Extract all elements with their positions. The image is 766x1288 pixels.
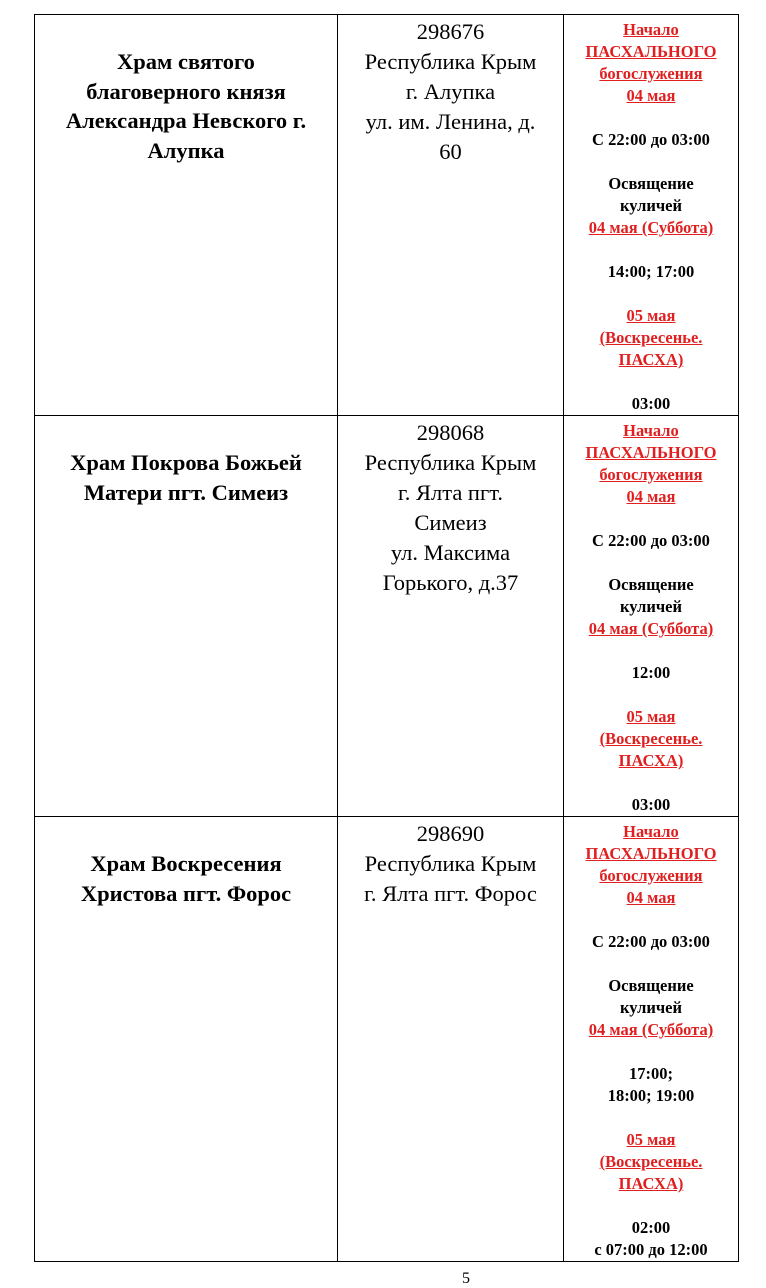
blessing-date: 04 мая (Суббота) (588, 218, 714, 237)
address-cell (338, 817, 564, 1262)
service-time: С 22:00 до 03:00 (592, 531, 710, 550)
service-schedule: Начало ПАСХАЛЬНОГО богослужения 04 мая С 22:00 до 03:00 Освящение куличей 04 мая (Суббота) 17:00; 18:00; 19:00 05 мая (Воскресенье. ПАСХА) 02:00 с 07:00 до 12:00 (564, 817, 738, 1261)
easter-time: 03:00 (631, 394, 671, 413)
table-row (35, 15, 739, 416)
church-name: Храм святого благоверного князя Александра Невского г. Алупка (65, 49, 307, 163)
service-schedule: Начало ПАСХАЛЬНОГО богослужения 04 мая С 22:00 до 03:00 Освящение куличей 04 мая (Суббота) 14:00; 17:00 05 мая (Воскресенье. ПАСХА) 03:00 (564, 15, 738, 415)
service-schedule: Начало ПАСХАЛЬНОГО богослужения 04 мая С 22:00 до 03:00 Освящение куличей 04 мая (Суббота) 12:00 05 мая (Воскресенье. ПАСХА) 03:00 (564, 416, 738, 816)
blessing-times: 12:00 (631, 663, 671, 682)
easter-time: 02:00 (631, 1218, 671, 1237)
church-address: 298676 Республика Крым г. Алупка ул. им. Ленина, д. 60 (338, 15, 563, 167)
blessing-date: 04 мая (Суббота) (588, 619, 714, 638)
easter-schedule-table (34, 14, 739, 1262)
page-number: 5 (462, 1270, 470, 1287)
address-cell (338, 416, 564, 817)
church-name-cell (35, 416, 338, 817)
church-address: 298690 Республика Крым г. Ялта пгт. Форос (338, 817, 563, 909)
blessing-times: 14:00; 17:00 (607, 262, 695, 281)
church-name-cell (35, 817, 338, 1262)
service-time: С 22:00 до 03:00 (592, 130, 710, 149)
easter-time: 03:00 (631, 795, 671, 814)
blessing-times: 17:00; (629, 1064, 673, 1083)
schedule-cell (564, 817, 739, 1262)
church-address: 298068 Республика Крым г. Ялта пгт. Симеиз ул. Максима Горького, д.37 (338, 416, 563, 598)
table-row (35, 817, 739, 1262)
schedule-cell (564, 416, 739, 817)
table-row (35, 416, 739, 817)
church-name-cell (35, 15, 338, 416)
postal-code: 298068 (416, 420, 485, 445)
schedule-cell (564, 15, 739, 416)
address-cell (338, 15, 564, 416)
church-name: Храм Воскресения Христова пгт. Форос (80, 851, 292, 906)
postal-code: 298690 (416, 821, 485, 846)
service-time: С 22:00 до 03:00 (592, 932, 710, 951)
blessing-date: 04 мая (Суббота) (588, 1020, 714, 1039)
postal-code: 298676 (416, 19, 485, 44)
church-name: Храм Покрова Божьей Матери пгт. Симеиз (70, 450, 302, 505)
